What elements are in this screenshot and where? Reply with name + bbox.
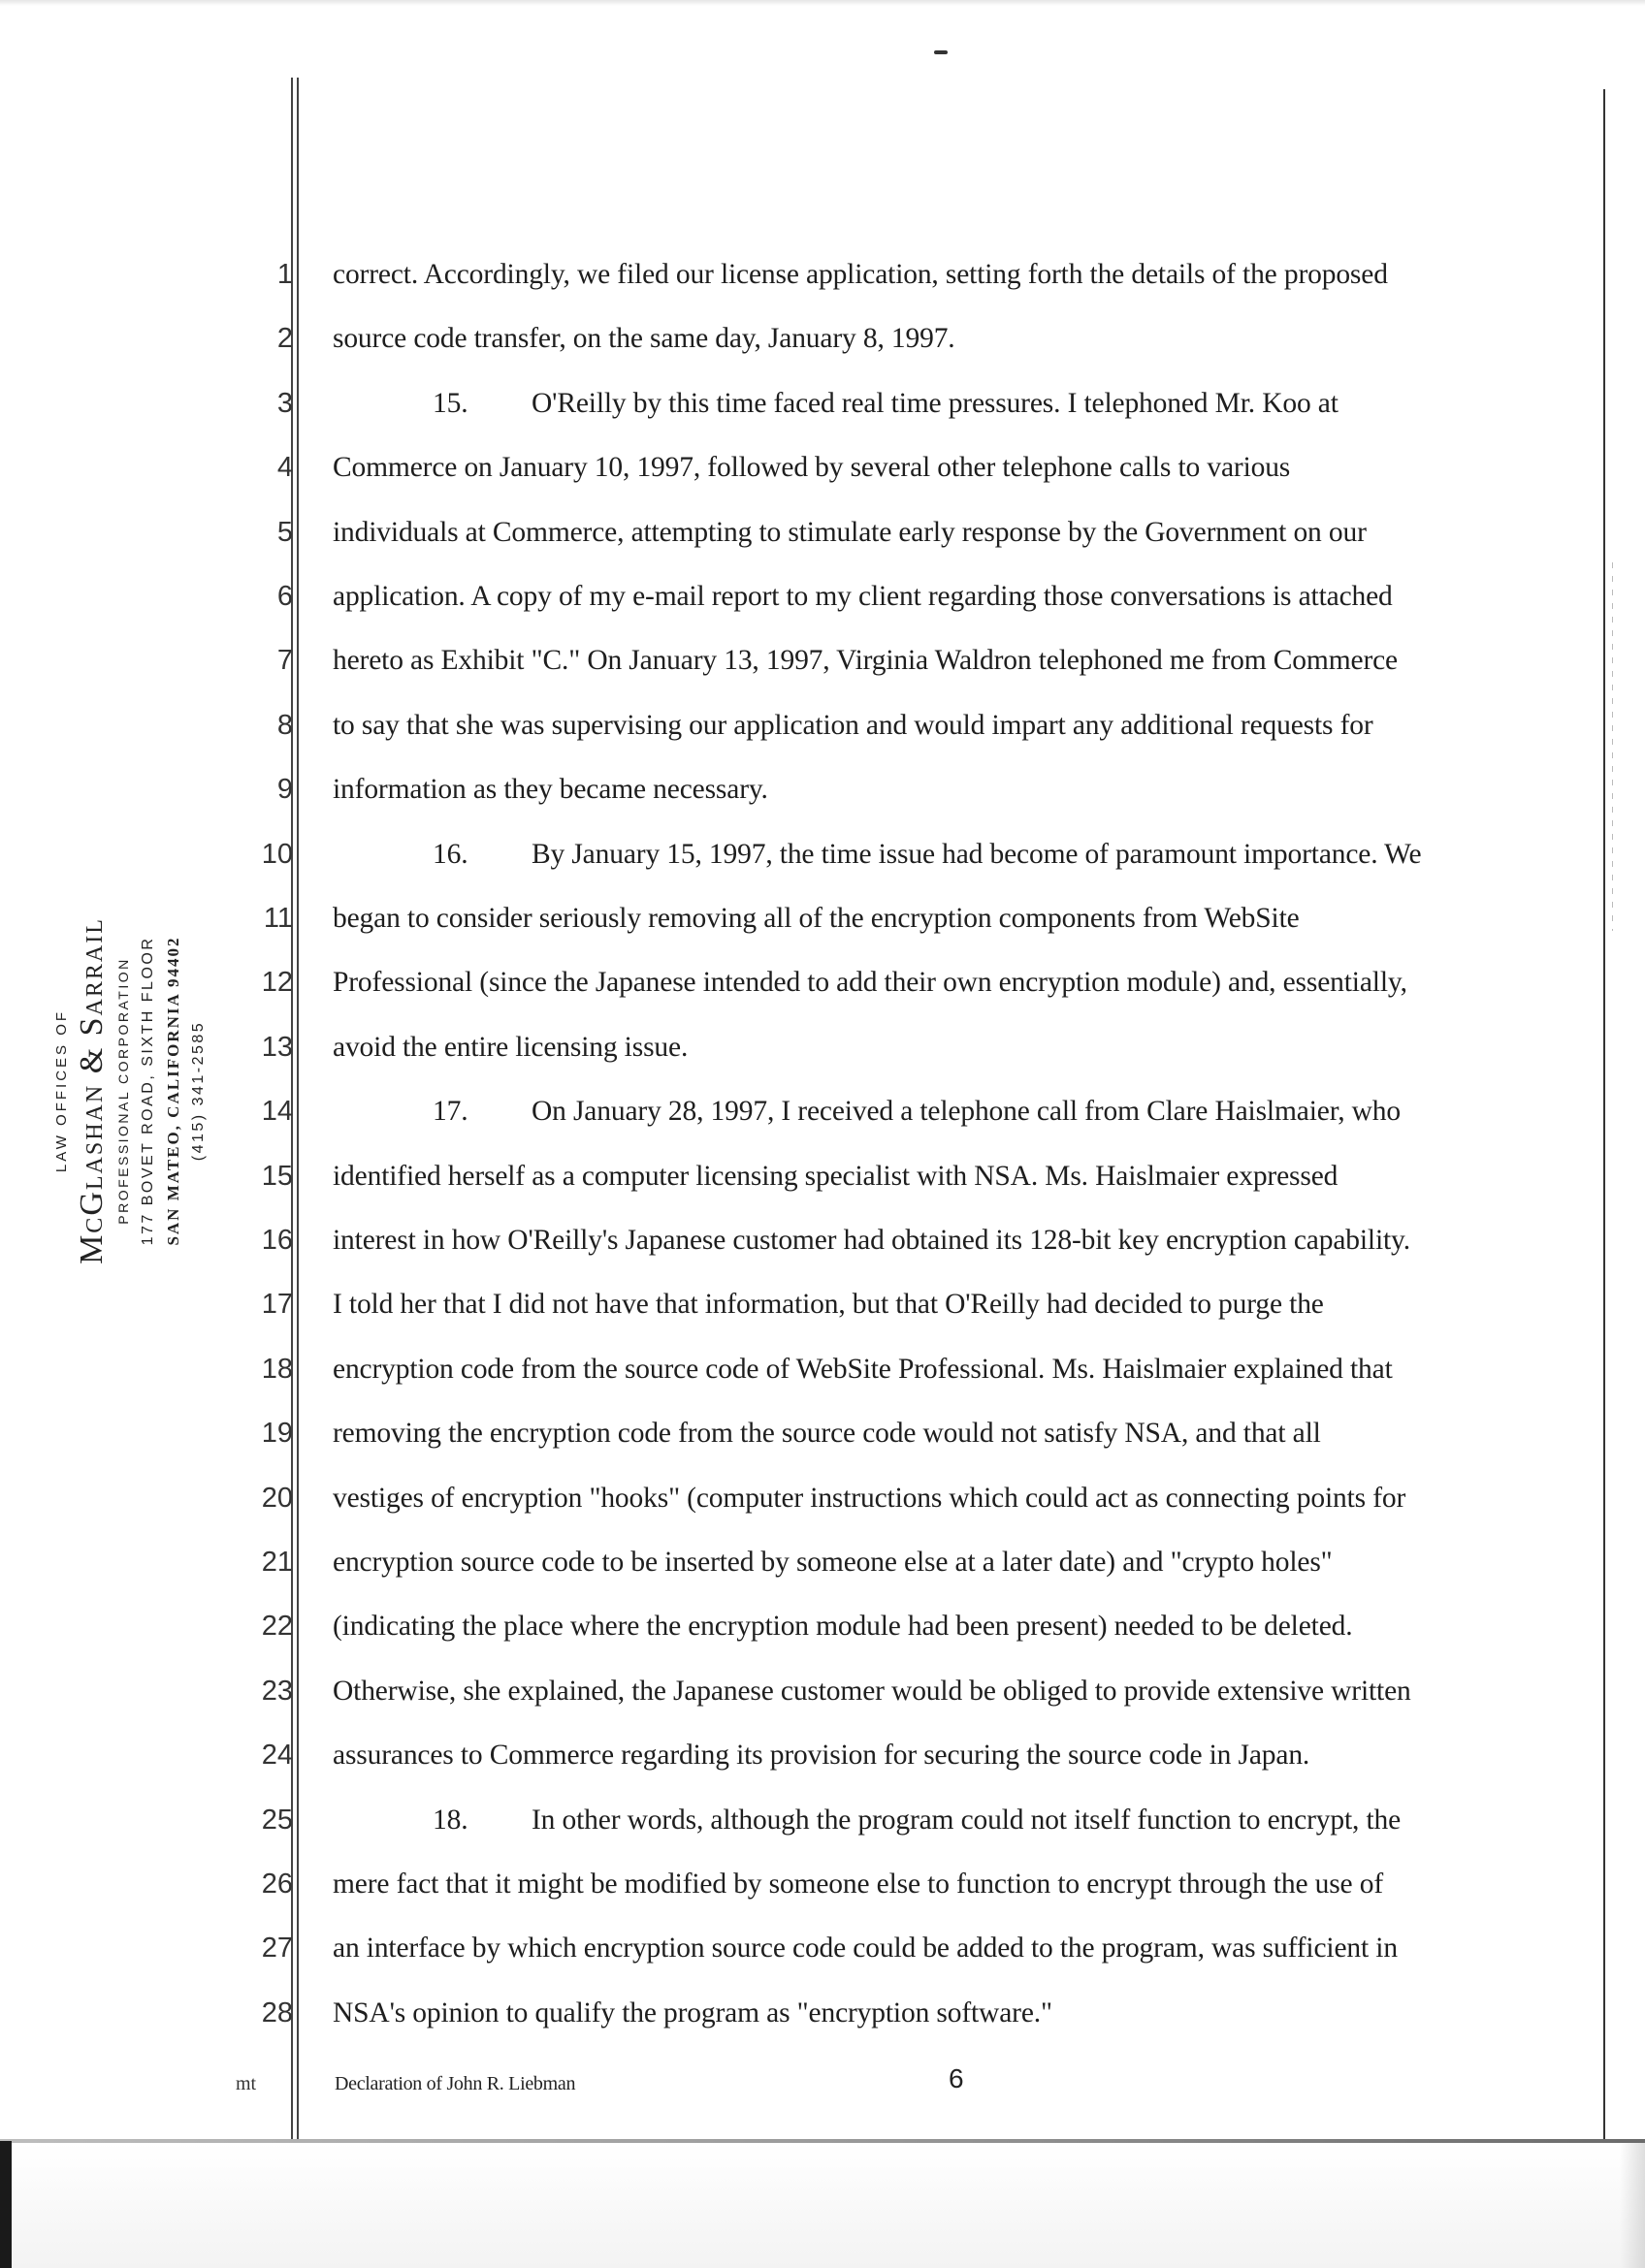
scan-speck bbox=[934, 50, 948, 54]
line-number: 23 bbox=[261, 1676, 293, 1707]
line-number: 15 bbox=[261, 1161, 293, 1192]
line-text: encryption code from the source code of WebSite Professional. Ms. Haislmaier explained that bbox=[333, 1354, 1393, 1385]
line-number: 2 bbox=[276, 323, 293, 354]
line-text: began to consider seriously removing all of the encryption components from WebSite bbox=[333, 903, 1300, 934]
line-number: 26 bbox=[261, 1869, 293, 1900]
paragraph-number: 15. bbox=[433, 388, 468, 419]
letterhead bbox=[53, 882, 207, 1299]
line-number: 27 bbox=[261, 1933, 293, 1964]
text-line bbox=[333, 774, 768, 806]
line-text: identified herself as a computer licensing specialist with NSA. Ms. Haislmaier expressed bbox=[333, 1161, 1339, 1192]
line-number: 6 bbox=[276, 581, 293, 612]
text-line bbox=[333, 1289, 1324, 1321]
line-number: 3 bbox=[276, 388, 293, 419]
text-line bbox=[333, 1933, 1398, 1965]
text-line bbox=[333, 1418, 1321, 1450]
line-text: NSA's opinion to qualify the program as "encryption software." bbox=[333, 1997, 1052, 2028]
line-text: mere fact that it might be modified by someone else to function to encrypt through the use of bbox=[333, 1869, 1383, 1900]
line-number: 11 bbox=[263, 903, 293, 934]
page-number: 6 bbox=[949, 2063, 964, 2093]
line-text: assurances to Commerce regarding its provision for securing the source code in Japan. bbox=[333, 1740, 1310, 1771]
line-text: (indicating the place where the encryption module had been present) needed to be deleted. bbox=[333, 1611, 1353, 1642]
line-text: source code transfer, on the same day, January 8, 1997. bbox=[333, 323, 955, 354]
line-number: 14 bbox=[261, 1096, 293, 1127]
letterhead-phone: (415) 341-2585 bbox=[190, 1020, 207, 1162]
text-line bbox=[333, 1354, 1393, 1386]
letterhead-address: 177 BOVET ROAD, SIXTH FLOOR bbox=[140, 936, 156, 1246]
line-number: 16 bbox=[261, 1225, 293, 1256]
line-number: 9 bbox=[276, 774, 293, 805]
text-line bbox=[333, 1676, 1411, 1708]
line-text: vestiges of encryption "hooks" (computer instructions which could act as connecting points for bbox=[333, 1483, 1406, 1514]
text-line bbox=[333, 839, 1421, 871]
text-line bbox=[333, 967, 1407, 999]
text-line bbox=[333, 645, 1398, 677]
line-text: I told her that I did not have that information, but that O'Reilly had decided to purge the bbox=[333, 1289, 1324, 1320]
text-line bbox=[333, 1547, 1333, 1579]
line-number: 12 bbox=[261, 967, 293, 998]
text-line bbox=[333, 710, 1373, 742]
line-text: application. A copy of my e-mail report to my client regarding those conversations is attached bbox=[333, 581, 1393, 612]
paragraph-number: 17. bbox=[433, 1096, 468, 1127]
faint-scan-mark bbox=[1612, 562, 1613, 931]
line-text: interest in how O'Reilly's Japanese customer had obtained its 128-bit key encryption capability. bbox=[333, 1225, 1410, 1256]
text-line bbox=[333, 323, 955, 355]
letterhead-city: SAN MATEO, CALIFORNIA 94402 bbox=[164, 936, 182, 1246]
footer-document-title: Declaration of John R. Liebman bbox=[335, 2073, 576, 2094]
line-number: 18 bbox=[261, 1354, 293, 1385]
line-text: encryption source code to be inserted by someone else at a later date) and "crypto holes" bbox=[333, 1547, 1333, 1578]
line-text: information as they became necessary. bbox=[333, 774, 768, 805]
text-line bbox=[333, 452, 1290, 484]
line-text: Otherwise, she explained, the Japanese customer would be obliged to provide extensive written bbox=[333, 1676, 1411, 1707]
text-line bbox=[333, 388, 1339, 420]
text-line bbox=[333, 259, 1388, 291]
scan-top-edge bbox=[0, 0, 1645, 6]
paragraph-number: 18. bbox=[433, 1805, 468, 1836]
line-text: to say that she was supervising our application and would impart any additional requests for bbox=[333, 710, 1373, 741]
line-text: avoid the entire licensing issue. bbox=[333, 1032, 689, 1063]
line-number: 28 bbox=[261, 1997, 293, 2028]
text-line bbox=[333, 1869, 1383, 1901]
line-number: 10 bbox=[261, 839, 293, 870]
letterhead-firm-name: McGlashan & Sarrail bbox=[74, 917, 110, 1264]
line-text: removing the encryption code from the source code would not satisfy NSA, and that all bbox=[333, 1418, 1321, 1449]
line-text: On January 28, 1997, I received a telephone call from Clare Haislmaier, who bbox=[532, 1096, 1402, 1127]
scanner-dark-strip bbox=[0, 2141, 12, 2268]
typist-initials: mt bbox=[236, 2073, 257, 2094]
letterhead-law-offices: LAW OFFICES OF bbox=[53, 1008, 70, 1173]
line-number: 4 bbox=[276, 452, 293, 483]
line-number: 5 bbox=[276, 517, 293, 548]
line-text: hereto as Exhibit "C." On January 13, 1997, Virginia Waldron telephoned me from Commerce bbox=[333, 645, 1399, 676]
letterhead-rotated bbox=[50, 882, 211, 1299]
line-text: individuals at Commerce, attempting to stimulate early response by the Government on our bbox=[333, 517, 1367, 548]
text-line bbox=[333, 903, 1300, 935]
line-text: In other words, although the program could not itself function to encrypt, the bbox=[532, 1805, 1402, 1836]
letterhead-corporation: PROFESSIONAL CORPORATION bbox=[115, 957, 131, 1225]
line-text: an interface by which encryption source code could be added to the program, was sufficient in bbox=[333, 1933, 1398, 1964]
text-line bbox=[333, 1805, 1401, 1837]
line-text: correct. Accordingly, we filed our license application, setting forth the details of the proposed bbox=[333, 259, 1388, 290]
line-number: 7 bbox=[276, 645, 293, 676]
text-line bbox=[333, 581, 1393, 613]
paragraph-number: 16. bbox=[433, 839, 468, 870]
line-number: 21 bbox=[261, 1547, 293, 1578]
line-number: 24 bbox=[261, 1740, 293, 1771]
scanner-bed bbox=[0, 2143, 1645, 2268]
text-line bbox=[333, 1032, 688, 1064]
text-line bbox=[333, 1161, 1338, 1193]
line-number: 19 bbox=[261, 1418, 293, 1449]
line-number: 25 bbox=[261, 1805, 293, 1836]
text-line bbox=[333, 1740, 1309, 1772]
line-number: 17 bbox=[261, 1289, 293, 1320]
line-text: Commerce on January 10, 1997, followed by several other telephone calls to various bbox=[333, 452, 1291, 483]
line-number: 22 bbox=[261, 1611, 293, 1642]
line-text: O'Reilly by this time faced real time pressures. I telephoned Mr. Koo at bbox=[532, 388, 1339, 419]
line-number: 8 bbox=[276, 710, 293, 741]
text-line bbox=[333, 1225, 1410, 1257]
text-line bbox=[333, 1611, 1353, 1643]
right-margin-rule bbox=[1603, 89, 1605, 2141]
line-number: 1 bbox=[276, 259, 293, 290]
text-line bbox=[333, 1096, 1401, 1128]
line-text: By January 15, 1997, the time issue had become of paramount importance. We bbox=[532, 839, 1422, 870]
text-line bbox=[333, 1997, 1052, 2029]
text-line bbox=[333, 1483, 1405, 1515]
scanner-shadow bbox=[1620, 2143, 1645, 2268]
line-number: 20 bbox=[261, 1483, 293, 1514]
text-line bbox=[333, 517, 1367, 549]
left-margin-rule-inner bbox=[297, 78, 299, 2141]
line-number: 13 bbox=[261, 1032, 293, 1063]
line-text: Professional (since the Japanese intended to add their own encryption module) and, essentially, bbox=[333, 967, 1407, 998]
